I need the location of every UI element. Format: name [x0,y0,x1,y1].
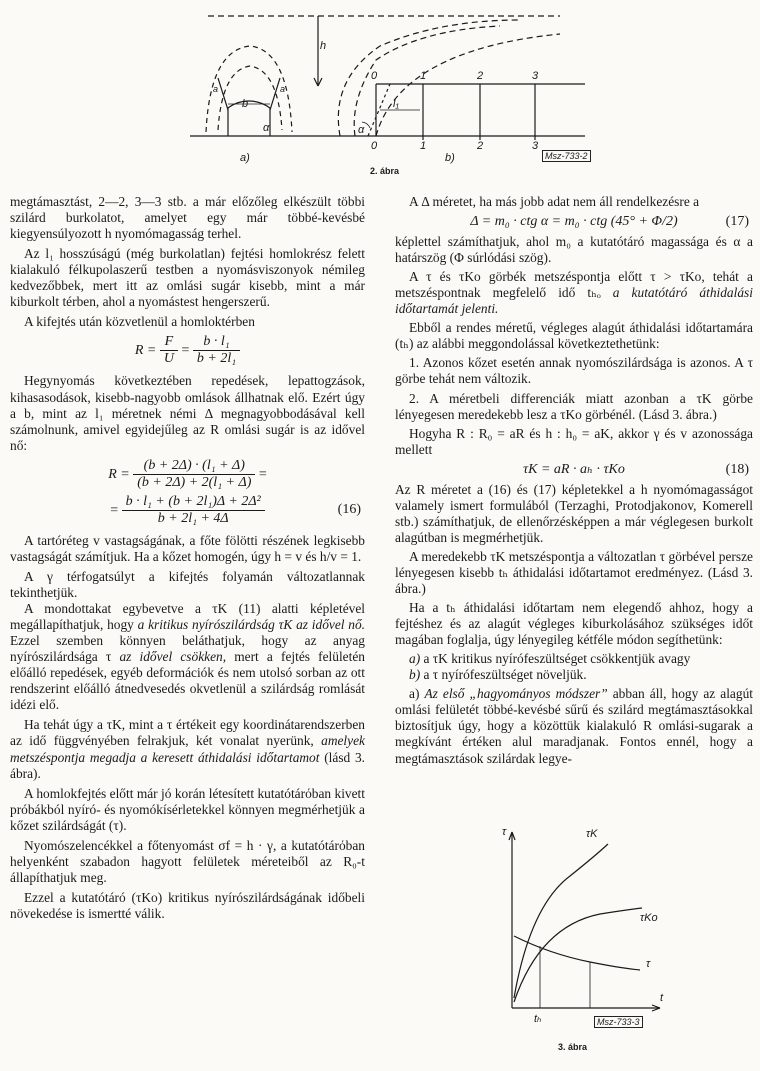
eq1-f1-num: F [160,334,178,351]
right-p13-c: abban áll, hogy az alagút omlási felületét többé-kevésbé sűrű és szilárd megtámasztásokkal biztosítjuk úgy, hogy a közöttük kialakuló R omlási-sugarak a megkívánt értéken alul maradjanak. Fontos ennél, hogy a megtámasztások szilárdak legye- [395,686,753,766]
eq4-body: τK = aR · aₕ · τKo [523,461,625,477]
left-p8-b: amelyek metszéspontja megadja a keresett áthidalási időtartamot [10,733,365,765]
left-p2: Az l₁ hosszúságú (még burkolatlan) fejtési homlokrész felett kialakuló félkupolaszerű testben a nyomásviszonyok némileg kedvezőbbek, mert itt az omlási sugár kisebb, mint a már kiburkolt térben, ahol a nyomástest hengerszerű. [10,246,365,310]
fig2-l1-label: l₁ [393,98,399,110]
right-p10: Ha a tₕ áthidalási időtartam nem elegendő ahhoz, hogy a fejtéshez és az alagút végleges kiburkolásához szükséges időt magában foglalja, úgy lényegileg kétféle módon segíthetünk: [395,600,753,648]
right-p9: A meredekebb τK metszéspontja a változatlan τ görbével persze lényegesen kisebb tₕ áthidalási időtartamot eredményez. (Lásd 3. ábra.) [395,548,753,597]
left-p5: A tartóréteg v vastagságának, a főte fölötti részének legkisebb vastagságát számítjuk. Ha a kőzet homogén, úgy h = v és h/v = 1. [10,532,365,564]
fig2-tick-0-top: 0 [371,70,378,82]
fig2-label-a: a) [240,152,250,164]
eq3-number: (17) [725,214,749,230]
left-p8-c: (lásd 3. ábra). [10,749,365,781]
eq1-f1-den: U [163,351,174,367]
fig2-a1-label: a [213,84,219,94]
fig2-stamp: Msz-733-2 [542,150,591,162]
right-p3-b: a kutatótáró áthidalási időtartamát jelenti. [395,285,753,317]
eq2-f2-num: b · l₁ + (b + 2l₁)Δ + 2Δ² [122,494,265,511]
right-p12-b: a τ nyírófeszültséget növeljük. [420,667,587,683]
fig2-tick-3-bottom: 3 [532,140,539,152]
left-p7-e: mert a fejtés felületén előálló repedések, egyéb deformációk és nem utolsó sorban az ott rendszerint előálló átnedvesedés okvetlenül a szilárdság romlását idézi elő. [10,649,365,713]
fig2-label-b: b) [445,152,455,164]
right-p8: Az R méretet a (16) és (17) képletekkel a h nyomómagasságot valamely ismert formulából (Terzaghi, Protodjakonov, Komerell stb.) számíthatjuk, de ellenőrzésképpen a már véglegesen burkolt alagútban is megmérhetjük. [395,481,753,545]
left-p8-a: Ha tehát úgy a τK, mint a τ értékeit egy koordinátarendszerben az idő függvényében felrakjuk, két vonalat nyerünk, [10,717,365,749]
eq3-body: Δ = m₀ · ctg α = m₀ · ctg (45° + Φ/2) [470,214,678,230]
fig2-alpha-label-a: α [263,122,270,134]
eq1-f2-num: b · l₁ [193,334,240,351]
fig3-label-th: tₕ [534,1013,542,1025]
fig3-label-tauKo: τKo [640,912,658,924]
left-p7-b: a kritikus nyírószilárdság τK az idővel nő. [137,617,365,633]
left-p8 [10,717,365,781]
right-p13 [395,686,753,766]
fig3-label-tauK: τK [586,828,598,840]
eq2-lhs: R = [108,466,130,482]
right-p3 [395,269,753,317]
right-p12-a: b) [409,667,421,683]
eq1-lhs: R = [134,343,157,359]
right-p3-a: A τ és τKo görbék metszéspontja előtt τ > τKo, tehát a metszéspontnak megfelelő idő tₕₒ [395,269,753,301]
left-p11: Ezzel a kutatótáró (τKo) kritikus nyírószilárdságának időbeli növekedése is ismertté válik. [10,889,365,921]
fig2-alpha-label-b: α [358,124,365,136]
fig3-caption: 3. ábra [558,1042,588,1052]
eq4-number: (18) [725,461,749,477]
right-column [395,194,753,767]
equation-15 [10,334,365,367]
equation-17 [395,214,753,230]
left-p3: A kifejtés után közvetlenül a homloktérben [24,314,255,330]
right-p2: képlettel számíthatjuk, ahol m₀ a kutatótáró magassága és α a határszög (Φ súrlódási szög). [395,234,753,266]
fig2-b-label: b [242,98,249,110]
left-p9: A homlokfejtés előtt már jó korán létesített kutatótárόban kivett próbákból nyíró- és nyomókísérletekkel könnyen megmérhetjük a kőzet szilárdságát (τ). [10,785,365,833]
eq2-equals-2: = [110,502,119,518]
curve-tauK [514,844,608,998]
eq1-fraction-1 [160,334,178,367]
right-p5: 1. Azonos kőzet esetén annak nyomószilárdsága is azonos. A τ görbe tehát nem változik. [395,355,753,387]
eq2-number: (16) [337,501,361,517]
right-p11 [395,651,753,667]
figure-3 [490,826,690,1056]
right-p11-b: a τK kritikus nyírófeszültséget csökkentjük avagy [420,651,691,667]
fig2-tick-0-bottom: 0 [371,140,378,152]
right-p6: 2. A méretbeli differenciák miatt azonban a τK görbe lényegesen meredekebb lesz a τKo görbénél. (Lásd 3. ábra.) [395,390,753,422]
fig2-tick-2-top: 2 [477,70,484,82]
fig2-h-label: h [320,40,327,52]
right-p7: Hogyha R : R₀ = aR és h : h₀ = aK, akkor γ és v azonossága mellett [395,425,753,457]
eq2-fraction-2 [122,494,265,527]
left-p1: megtámasztást, 2—2, 3—3 stb. a már előzőleg elkészült többi szilárd burkolatot, amelyet egy már többé-kevésbé kiegyensúlyozott h nyomómagasság terhel. [10,194,365,242]
eq2-equals: = [258,466,267,482]
fig3-stamp: Msz-733-3 [594,1016,643,1028]
right-p13-b: Az első „hagyományos módszer” [424,686,608,702]
curve-tau [514,936,640,970]
left-p7-c: Ezzel szemben könnyen beláthatjuk, hogy az anyag nyírószilárdsága τ [10,633,365,665]
eq1-fraction-2 [193,334,240,367]
left-p6: A γ térfogatsúlyt a kifejtés folyamán változatlannak tekinthetjük. [10,568,365,601]
right-p13-a: a) [409,686,425,702]
equation-16b [10,494,365,527]
curve-tauKo [514,908,642,1002]
right-p1: A Δ méretet, ha más jobb adat nem áll rendelkezésre a [409,194,700,209]
left-column [10,194,365,922]
fig3-label-tau-axis: τ [502,826,507,838]
fig2-tick-3-top: 3 [532,70,539,82]
fig2-caption: 2. ábra [370,166,400,176]
right-p4: Ebből a rendes méretű, végleges alagút áthidalási időtartamára (tₕ) az alábbi meggondolással következtethetünk: [395,320,753,352]
eq2-fraction-1 [133,458,255,491]
left-p10: Nyomószelencékkel a főtenyomást σf = h · γ, a kutatótárόban helyenként szabadon hagyott felületek méreteiből az R₀-t állapíthatjuk meg. [10,837,365,885]
fig2-tick-1-bottom: 1 [420,140,427,152]
fig2-tick-1-top: 1 [420,70,427,82]
fig2-a2-label: a [280,84,286,94]
figure-2 [180,0,600,180]
eq2-f2-den: b + 2l₁ + 4Δ [157,510,229,526]
fig3-label-tau: τ [646,958,651,970]
right-p11-a: a) [409,651,421,667]
eq2-f1-den: (b + 2Δ) + 2(l₁ + Δ) [137,474,252,490]
eq1-equals: = [181,343,190,359]
figure-3-drawing [490,826,690,1036]
left-p7-d: az idővel csökken, [119,649,227,665]
left-p4: Hegynyomás következtében repedések, lepattogzások, kihasasodások, kisebb-nagyobb omlások állhatnak elő. Ezért úgy a b, mint az l₁ méretnek némi Δ megnagyobbodásával kell számolnunk, amivel egyidejűleg az R omlási sugár is az idővel nő: [10,373,365,453]
equation-18 [395,462,753,478]
left-p7 [10,601,365,713]
fig3-label-t: t [660,992,664,1004]
eq1-f2-den: b + 2l₁ [196,351,237,367]
fig2-tick-2-bottom: 2 [477,140,484,152]
right-p12 [395,667,753,683]
left-p7-a: A mondottakat egybevetve a τK (11) alatti képletével megállapíthatjuk, hogy [10,601,365,633]
eq2-f1-num: (b + 2Δ) · (l₁ + Δ) [133,458,255,475]
equation-16a [10,458,365,491]
